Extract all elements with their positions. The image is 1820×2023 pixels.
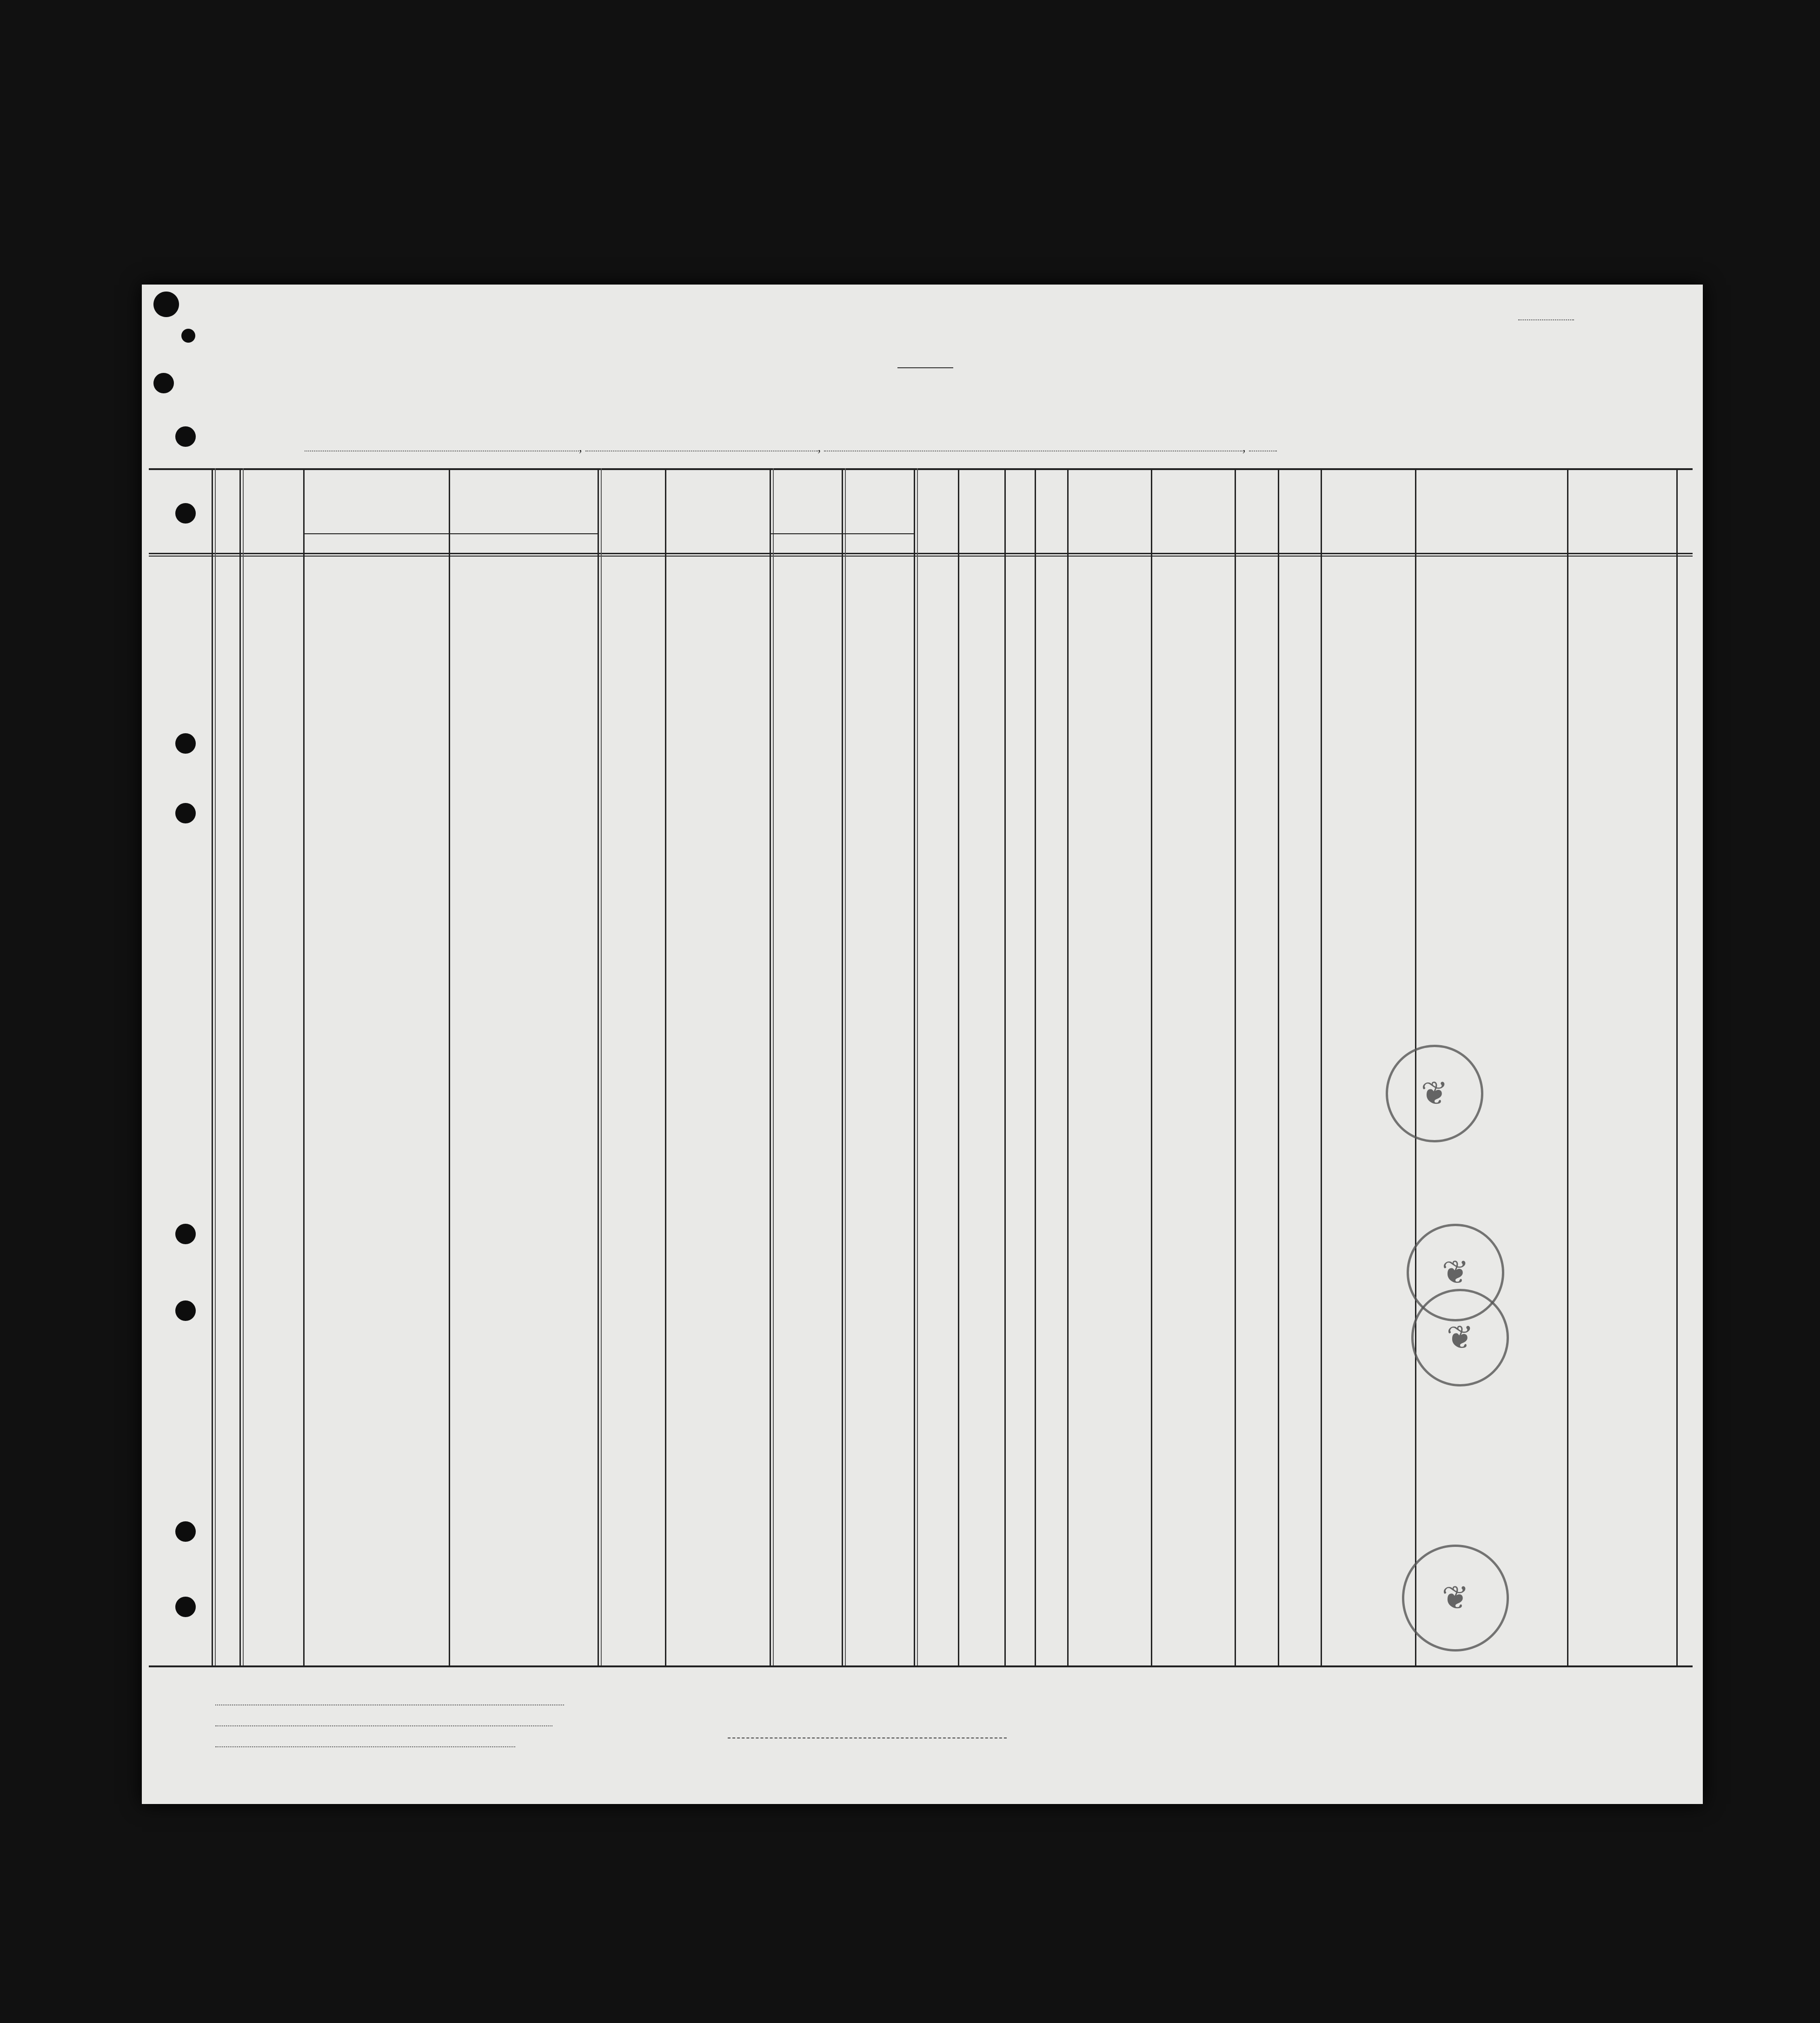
agents-value: [215, 1746, 515, 1747]
eagle-seal-icon: ❦: [1441, 1580, 1469, 1617]
film-edge: [0, 0, 1820, 37]
shipped-subheader-rule: [770, 533, 914, 534]
table-top-border: [149, 468, 1693, 470]
punch-hole: [175, 426, 196, 447]
eagle-seal-icon: ❦: [1446, 1320, 1474, 1356]
punch-hole: [175, 503, 196, 524]
column-divider: [845, 468, 846, 1665]
column-divider: [243, 468, 244, 1665]
punch-hole: [153, 292, 179, 317]
column-divider: [212, 468, 213, 1665]
column-divider: [1151, 468, 1152, 1665]
owners-value: [215, 1725, 552, 1726]
punch-hole: [175, 1521, 196, 1542]
column-divider: [215, 468, 216, 1665]
column-divider: [1035, 468, 1036, 1665]
column-divider: [773, 468, 774, 1665]
punch-hole: [175, 1300, 196, 1321]
column-divider: [303, 468, 305, 1665]
owners-field: [211, 1719, 552, 1729]
column-divider: [914, 468, 915, 1665]
column-divider: [1676, 468, 1678, 1665]
title-rule: [897, 367, 953, 368]
table-bottom-border: [149, 1665, 1693, 1667]
consulate-stamp: [1386, 1045, 1483, 1142]
punch-hole: [175, 803, 196, 823]
sheet-value: [1518, 319, 1574, 320]
column-divider: [770, 468, 771, 1665]
consulate-stamp: [1402, 1545, 1509, 1652]
sheet-number: [1518, 312, 1574, 323]
column-divider: [1278, 468, 1279, 1665]
column-divider: [598, 468, 599, 1665]
column-divider: [1567, 468, 1568, 1665]
column-divider: [917, 468, 918, 1665]
column-divider: [958, 468, 959, 1665]
column-divider: [601, 468, 602, 1665]
vessel-line: , , ,: [305, 440, 1690, 455]
punch-hole: [175, 733, 196, 754]
column-divider: [665, 468, 666, 1665]
manifest-sheet: [142, 285, 1703, 1804]
column-divider: [842, 468, 843, 1665]
eagle-seal-icon: ❦: [1421, 1076, 1448, 1112]
punch-hole: [175, 1224, 196, 1244]
agents-field: [211, 1740, 515, 1750]
column-divider: [1004, 468, 1006, 1665]
punch-hole: [153, 373, 174, 393]
column-divider: [239, 468, 241, 1665]
punch-hole: [181, 329, 195, 343]
line-field: [211, 1698, 564, 1708]
table-header-border: [149, 553, 1693, 554]
punch-hole: [175, 1597, 196, 1617]
table-header-border: [149, 556, 1693, 557]
eagle-seal-icon: ❦: [1441, 1255, 1469, 1291]
column-divider: [1235, 468, 1236, 1665]
column-divider: [1067, 468, 1069, 1665]
consulate-stamp: [1411, 1289, 1509, 1386]
name-subheader-rule: [303, 533, 598, 534]
column-divider: [1321, 468, 1322, 1665]
column-divider: [449, 468, 450, 1665]
